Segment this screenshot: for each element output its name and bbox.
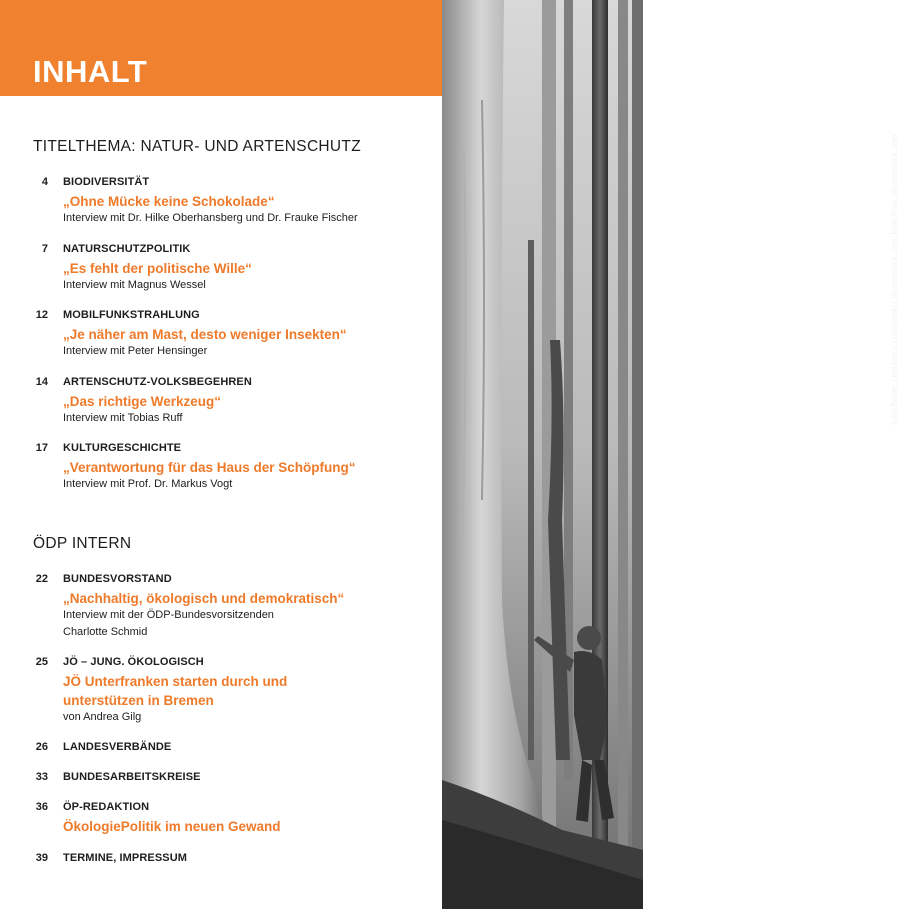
article-subline: Interview mit Peter Hensinger <box>63 345 208 357</box>
article-subline: von Andrea Gilg <box>63 711 142 723</box>
page-number: 22 <box>35 573 48 585</box>
article-headline: JÖ Unterfranken starten durch und <box>63 674 288 689</box>
article-headline: „Je näher am Mast, desto weniger Insekten“ <box>63 327 347 342</box>
article-subline: Interview mit Prof. Dr. Markus Vogt <box>63 478 233 490</box>
article-headline: ÖkologiePolitik im neuen Gewand <box>63 819 281 834</box>
page-number: 14 <box>35 376 48 388</box>
category-label: KULTURGESCHICHTE <box>63 442 182 454</box>
page-number: 36 <box>35 801 48 813</box>
page-number: 17 <box>35 442 48 454</box>
page-number: 26 <box>35 741 48 753</box>
page-number: 33 <box>35 771 48 783</box>
section-title-oedp-intern: ÖDP INTERN <box>33 535 132 552</box>
category-label: ÖP-REDAKTION <box>63 801 150 813</box>
article-headline: „Das richtige Werkzeug“ <box>63 394 222 409</box>
article-headline: „Nachhaltig, ökologisch und demokratisch“ <box>63 591 345 606</box>
category-label: LANDESVERBÄNDE <box>63 741 172 753</box>
article-subline: Interview mit Magnus Wessel <box>63 279 206 291</box>
article-headline: unterstützen in Bremen <box>63 693 214 708</box>
page-number: 4 <box>41 176 48 188</box>
category-label: BUNDESVORSTAND <box>63 573 172 585</box>
article-headline: „Verantwortung für das Haus der Schöpfung“ <box>63 460 356 475</box>
article-subline: Charlotte Schmid <box>63 626 148 638</box>
category-label: NATURSCHUTZPOLITIK <box>63 243 191 255</box>
section-title-titelthema: TITELTHEMA: NATUR- UND ARTENSCHUTZ <box>33 138 361 155</box>
article-subline: Interview mit der ÖDP-Bundesvorsitzenden <box>63 609 274 621</box>
article-headline: „Es fehlt der politische Wille“ <box>63 261 252 276</box>
category-label: JÖ – JUNG. ÖKOLOGISCH <box>63 656 204 668</box>
page-number: 39 <box>35 852 48 864</box>
article-subline: Interview mit Dr. Hilke Oberhansberg und Dr. Frauke Fischer <box>63 212 358 224</box>
header-band <box>0 0 442 96</box>
forest-photo <box>442 0 643 909</box>
photo-credit: Foto Baum: Urgulescu Lukovinski / shutterstock.com; Foto Frau: shutterstock.com <box>890 134 899 425</box>
category-label: MOBILFUNKSTRAHLUNG <box>63 309 200 321</box>
page-title: INHALT <box>33 54 148 89</box>
category-label: BIODIVERSITÄT <box>63 176 150 188</box>
category-label: ARTENSCHUTZ-VOLKSBEGEHREN <box>63 376 252 388</box>
cover-photo <box>442 0 899 909</box>
article-headline: „Ohne Mücke keine Schokolade“ <box>63 194 275 209</box>
category-label: TERMINE, IMPRESSUM <box>63 852 188 864</box>
page-number: 25 <box>35 656 48 668</box>
article-subline: Interview mit Tobias Ruff <box>63 412 183 424</box>
category-label: BUNDESARBEITSKREISE <box>63 771 201 783</box>
page-number: 7 <box>41 243 48 255</box>
page-number: 12 <box>35 309 48 321</box>
